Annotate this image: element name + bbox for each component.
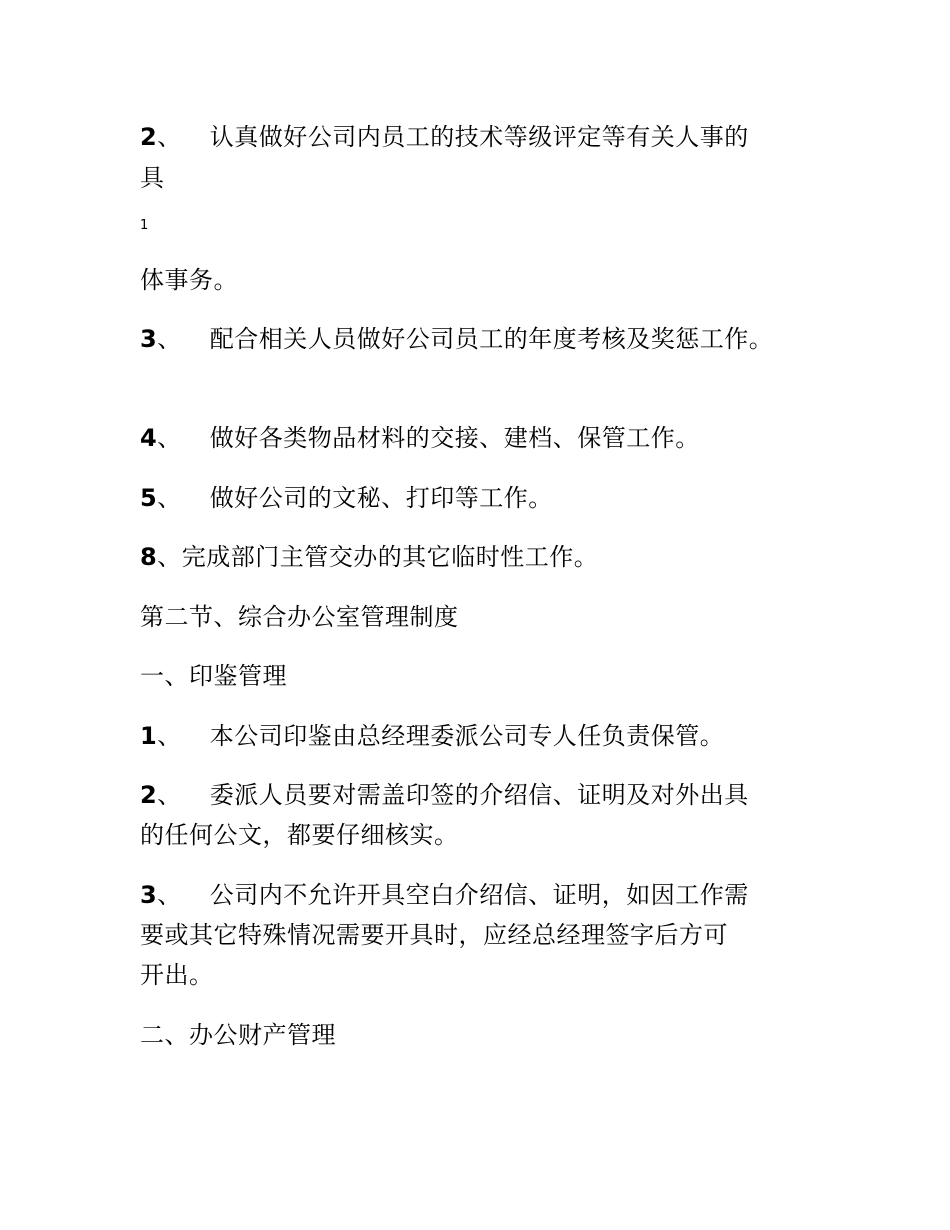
item-separator: 、 (157, 881, 182, 909)
seal-item-3-line-2: 要或其它特殊情况需要开具时，应经总经理签字后方可 (140, 921, 728, 949)
item-2-line-1 (140, 117, 749, 157)
item-separator: 、 (157, 424, 182, 452)
item-text: 做好各类物品材料的交接、建档、保管工作。 (209, 424, 700, 452)
seal-item-3-line-1 (140, 875, 749, 915)
item-text: 委派人员要对需盖印签的介绍信、证明及对外出具 (209, 781, 749, 809)
item-3 (140, 319, 773, 359)
page-number: 1 (140, 218, 149, 233)
seal-item-1 (140, 716, 724, 756)
seal-item-2-line-2: 的任何公文，都要仔细核实。 (140, 821, 459, 849)
subsection-title-office-property: 二、办公财产管理 (140, 1021, 336, 1049)
item-2-line-2: 具 (140, 164, 165, 192)
item-number: 2 (140, 781, 158, 809)
seal-item-2-line-1 (140, 775, 749, 815)
item-number: 3 (140, 325, 158, 353)
seal-item-3-line-3: 开出。 (140, 961, 214, 989)
item-text: 配合相关人员做好公司员工的年度考核及奖惩工作。 (209, 325, 774, 353)
item-2-continued: 体事务。 (140, 266, 238, 294)
item-4 (140, 418, 700, 458)
item-text: 公司内不允许开具空白介绍信、证明，如因工作需 (209, 881, 749, 909)
item-number: 3 (140, 881, 158, 909)
item-8 (140, 537, 598, 577)
item-separator: 、 (157, 722, 182, 750)
section-title: 第二节、综合办公室管理制度 (140, 603, 459, 631)
item-text: 、完成部门主管交办的其它临时性工作。 (157, 543, 599, 571)
item-5 (140, 478, 553, 518)
item-text: 本公司印鉴由总经理委派公司专人任负责保管。 (209, 722, 725, 750)
subsection-title-seal: 一、印鉴管理 (140, 662, 287, 690)
item-number: 2 (140, 123, 158, 151)
item-number: 1 (140, 722, 158, 750)
item-text: 做好公司的文秘、打印等工作。 (209, 484, 553, 512)
item-separator: 、 (157, 325, 182, 353)
item-number: 5 (140, 484, 158, 512)
item-number: 4 (140, 424, 158, 452)
item-number: 8 (140, 543, 158, 571)
item-separator: 、 (157, 484, 182, 512)
item-text: 认真做好公司内员工的技术等级评定等有关人事的 (209, 123, 749, 151)
item-separator: 、 (157, 123, 182, 151)
item-separator: 、 (157, 781, 182, 809)
